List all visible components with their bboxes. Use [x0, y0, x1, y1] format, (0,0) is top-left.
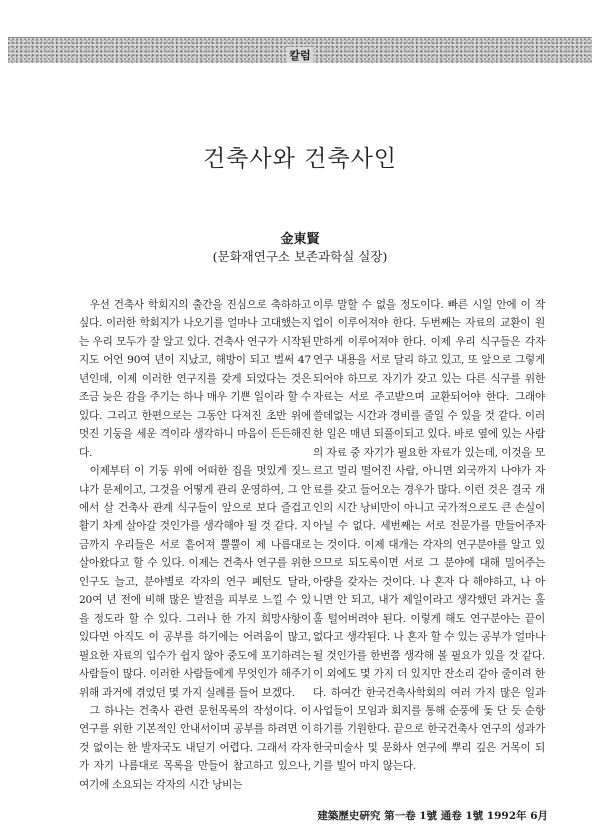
- journal-citation: 建築歷史硏究 第一卷 1號 通卷 1號 1992年 6月: [317, 810, 548, 822]
- paragraph: 그 하나는 건축사 관련 문헌목록의 작성이다. 이 연구를 위한 기본적인 안내서이며 공부를 하려면 이것 없이는 한 발자국도 내딛기 어렵다. 그래서 각자가 자기 나름대로 목록을 만들어 참고하고 있으나, 여기에 소요되는 각자의 시간 낭비는: [79, 704, 311, 791]
- right-column: [313, 296, 545, 776]
- author-affiliation: (문화재연구소 보존과학실 실장): [212, 249, 388, 264]
- left-column: [79, 296, 311, 794]
- paragraph: 우선 건축사 학회지의 출간을 진심으로 축하하고 싶다. 이러한 학회지가 나오기를 얼마나 고대했는지는 우리 모두가 잘 알고 있다. 건축사 연구가 시작된 지도 어언 90여 년이 지났고, 해방이 되고 벌써 47년인데, 이제 이러한 연구지를 갖게 되었다는 것은 조금 늦은 감을 주기는 하나 매우 기쁜 일이라 할 수 있다. 그리고 한편으로는 그동안 다져진 초반 위에 멋진 기둥을 세운 격이라 생각하니 마음이 든든해진다.: [79, 299, 311, 459]
- paragraph: 이루 말할 수 없을 정도이다. 빠른 시일 안에 이 작업이 이루어져야 한다. 두번째는 자료의 교환이 원만하게 이루어져야 한다. 이제 우리 식구들은 각자 연구 내용을 서로 달리 하고 있고, 또 앞으로 그렇게 되어야 하므로 자기가 갖고 있는 다른 식구를 위한 자료는 서로 주고받으며 교환되어야 한다. 그래야 쓸데없는 시간과 경비를 줄일 수 있을 것 같다. 이러한 일은 매년 되풀이되고 있다. 바로 옆에 있는 사람의 자료 중 자기가 필요한 자료가 있는데, 이것을 모르고 멀리 떨어진 사람, 아니면 외국까지 나야가 자료를 갖고 들어오는 경우가 많다. 이런 것은 결국 개인의 시간 낭비만이 아니고 국가적으로도 큰 손실이 아닐 수 없다. 세번째는 서로 전문가를 만들어주자는 것이다. 이제 대개는 각자의 연구분야를 알고 있으므로 되도록이면 서로 그 분야에 대해 밀어주는 아량을 갖자는 것이다. 나 혼자 다 해야하고, 나 아니면 안 되고, 내가 제일이라고 생각했던 과거는 훌훌 털어버려야 된다. 이렇게 해도 연구분야는 끝이 없다고 생각된다. 나 혼자 할 수 있는 공부가 얼마나 될 것인가를 한번쯤 생각해 볼 필요가 있을 것 같다. 이 외에도 몇 가지 더 있지만 잔소리 같아 줄이려 한다. 하여간 한국건축사학회의 여러 가지 많은 일과 사업들이 모임과 회지를 통해 순풍에 돛 단 듯 순항하기를 기원한다. 끝으로 한국건축사 연구의 성과가 한국미술사 및 문화사 연구에 뿌리 깊은 거목이 되기를 빌어 마지 않는다.: [313, 299, 545, 773]
- article-title: 건축사와 건축사인: [202, 146, 398, 172]
- section-label: 칼럼: [286, 47, 313, 63]
- paragraph: 이제부터 이 기둥 위에 어떠한 집을 멋있게 짓느냐가 문제이고, 그것을 어떻게 관리 운영하여, 그 안에서 살 건축사 관계 식구들이 앞으로 보다 즐겁고 활기 차게 살아갈 것인가를 생각해야 될 것 같다. 지금까지 우리들은 서로 흩어져 뿔뿔이 제 나름대로 살아왔다고 할 수 있다. 이제는 건축사 연구를 위한 인구도 늘고, 분야별로 각자의 연구 폐턴도 달라, 20여 년 전에 비해 많은 발전을 피부로 느낄 수 있을 정도라 할 수 있다. 그러나 한 가지 희망사항이 있다면 아직도 이 공부를 하기에는 어려움이 많고, 필요한 자료의 입수가 쉽지 않아 중도에 포기하려는 사람들이 많다. 이러한 사람들에게 무엇인가 해주기 위해 과거에 겪었던 몇 가지 실례를 들어 보겠다.: [79, 465, 311, 699]
- author-name: 金東賢: [280, 232, 320, 247]
